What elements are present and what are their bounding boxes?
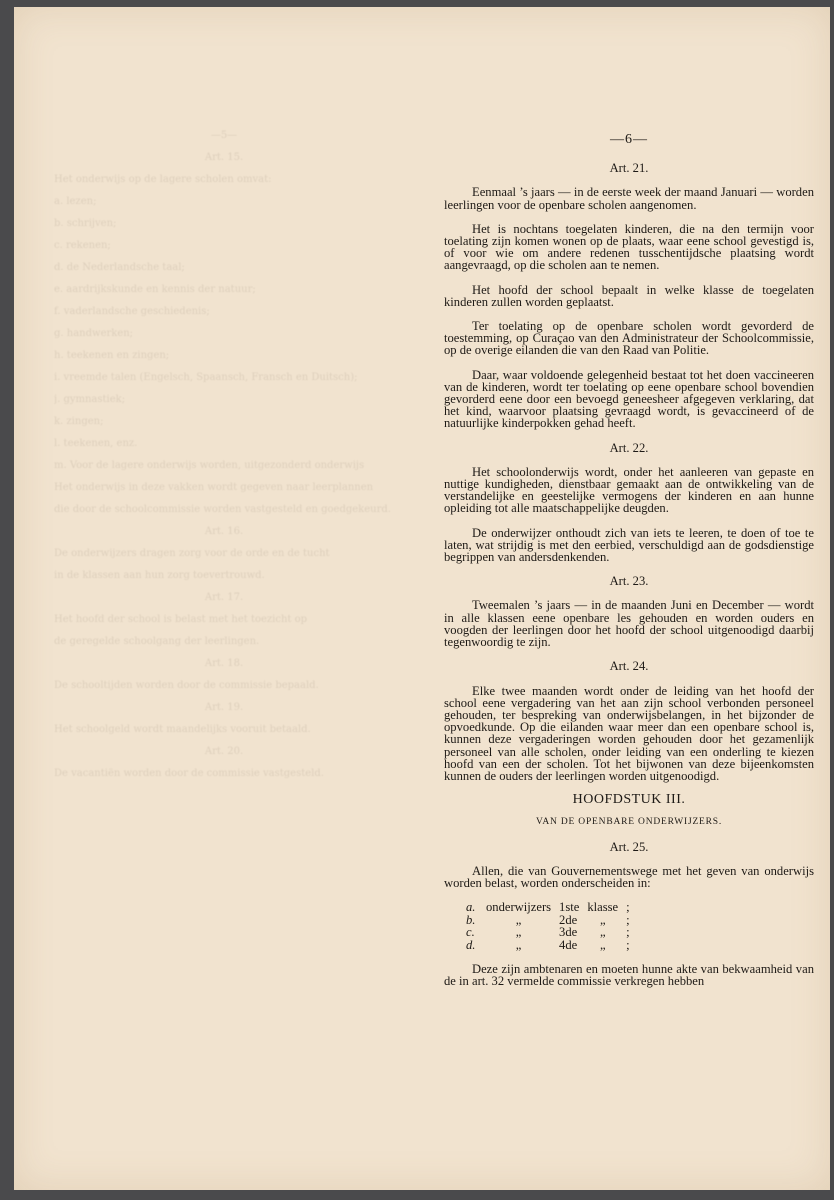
article-25-intro: Allen, die van Gouvernementswege met het geven van onderwijs worden belast, worden onderscheiden in: bbox=[444, 863, 814, 890]
list-item bbox=[462, 901, 634, 914]
item-name: onderwijzers bbox=[486, 900, 552, 915]
item-word: klasse bbox=[587, 900, 619, 915]
item-word: „ bbox=[599, 912, 606, 927]
bleed-through-text: —5— Art. 15. Het onderwijs op de lagere scholen omvat: a. lezen; b. schrijven; c. rekenen; d. de Nederlandsche taal; e. aardrijkskunde en kennis der natuur; f. vaderlandsche geschiedenis; g. handwerken; h. teekenen en zingen; i. vreemde talen (Engelsch, Spaansch, Fransch en Duitsch); j. gymnastiek; k. zingen; l. teekenen, enz. m. Voor de lagere onderwijs worden, uitgezonderd onderwijs Het onderwijs in deze vakken wordt gegeven naar leerplannen die door de schoolcommissie worden vastgesteld en goedgekeurd. Art. 16. De onderwijzers dragen zorg voor de orde en de tucht in de klassen aan hun zorg toevertrouwd. Art. 17. Het hoofd der school is belast met het toezicht op de geregelde schoolgang der leerlingen. Art. 18. De schooltijden worden door de commissie bepaald. Art. 19. Het schoolgeld wordt maandelijks vooruit betaald. Art. 20. De vacantiën worden door de commissie vastgesteld. bbox=[54, 130, 391, 779]
article-23-title: Art. 23. bbox=[609, 574, 649, 589]
item-word: „ bbox=[599, 937, 606, 952]
item-end: ; bbox=[626, 937, 630, 952]
item-word: „ bbox=[599, 925, 606, 940]
item-rank: 2de bbox=[559, 912, 578, 927]
article-22-paragraph: Het schoolonderwijs wordt, onder het aanleeren van gepaste en nuttige kundigheden, dienstbaar gemaakt aan de ontwikkeling van de verstandelijke en geestelijke vermogens der kinderen en aan hunne opleiding tot alle maatschappelijke deugden. bbox=[444, 464, 814, 516]
article-21-paragraph: Het hoofd der school bepaalt in welke klasse de toegelaten kinderen zullen worden geplaatst. bbox=[444, 282, 814, 309]
article-22-title: Art. 22. bbox=[609, 440, 649, 455]
item-name: „ bbox=[515, 925, 522, 940]
paper-sheet bbox=[14, 7, 830, 1190]
article-24-title: Art. 24. bbox=[609, 659, 649, 674]
item-name: „ bbox=[515, 937, 522, 952]
list-item bbox=[462, 914, 634, 927]
article-22-paragraph: De onderwijzer onthoudt zich van iets te leeren, te doen of toe te laten, wat strijdig is met den eerbied, verschuldigd aan de godsdienstige begrippen van andersdenkenden. bbox=[444, 525, 814, 565]
article-21-paragraph: Het is nochtans toegelaten kinderen, die na den termijn voor toelating zijn komen wonen op de plaats, waar eene school gevestigd is, of voor wie om andere redenen tusschentijdsche plaatsing wordt aangevraagd, op die scholen aan te nemen. bbox=[444, 221, 814, 273]
article-21-paragraph: Ter toelating op de openbare scholen wordt gevorderd de toestemming, op Curaçao van den Administrateur der Schoolcommissie, op de overige eilanden die van den Raad van Politie. bbox=[444, 319, 814, 358]
article-23-paragraph: Tweemalen ’s jaars — in de maanden Juni en December — wordt in alle klassen eene openbare les gehouden en worden ouders en voogden der leerlingen door het hoofd der school uitgenoodigd daarbij tegenwoordig te zijn. bbox=[444, 598, 814, 650]
item-rank: 1ste bbox=[559, 900, 580, 915]
article-21-title: Art. 21. bbox=[609, 161, 649, 176]
page-column bbox=[444, 134, 814, 1000]
item-letter: b. bbox=[466, 912, 476, 927]
list-item bbox=[462, 939, 634, 952]
teacher-classes-list bbox=[462, 901, 634, 951]
item-end: ; bbox=[626, 925, 630, 940]
item-rank: 4de bbox=[559, 937, 578, 952]
article-21-paragraph: Daar, waar voldoende gelegenheid bestaat tot het doen vaccineeren van de kinderen, wordt ter toelating op eene openbare school bovendien gevorderd eene door een bevoegd geneesheer afgegeven verklaring, dat het kind, waarvoor plaatsing gevraagd wordt, is gevaccineerd of de natuurlijke kinderpokken gehad heeft. bbox=[444, 367, 814, 431]
item-letter: a. bbox=[466, 900, 476, 915]
article-21-paragraph: Eenmaal ’s jaars — in de eerste week der maand Januari — worden leerlingen voor de openbare scholen aangenomen. bbox=[444, 185, 814, 212]
page-number: —6— bbox=[610, 132, 648, 147]
chapter-title: HOOFDSTUK III. bbox=[572, 792, 686, 808]
item-end: ; bbox=[626, 900, 630, 915]
item-letter: d. bbox=[466, 937, 476, 952]
item-letter: c. bbox=[466, 925, 475, 940]
list-item bbox=[462, 926, 634, 939]
item-rank: 3de bbox=[559, 925, 578, 940]
article-25-closing: Deze zijn ambtenaren en moeten hunne akte van bekwaamheid van de in art. 32 vermelde commissie verkregen hebben bbox=[444, 962, 814, 989]
item-name: „ bbox=[515, 912, 522, 927]
item-end: ; bbox=[626, 912, 630, 927]
article-25-title: Art. 25. bbox=[609, 839, 649, 854]
chapter-subtitle: VAN DE OPENBARE ONDERWIJZERS. bbox=[535, 817, 723, 828]
article-24-paragraph: Elke twee maanden wordt onder de leiding van het hoofd der school eene vergadering van het aan zijn school verbonden personeel gehouden, ter bespreking van onderwijsbelangen, in het bijzonder de opvoedkunde. Op die eilanden waar meer dan een openbare school is, kunnen deze vergaderingen worden gehouden door het gezamenlijk personeel van alle scholen, onder leiding van een onderling te kiezen hoofd van een der scholen. Tot het bijwonen van deze bijeenkomsten kunnen de ouders der leerlingen worden uitgenoodigd. bbox=[444, 683, 814, 783]
